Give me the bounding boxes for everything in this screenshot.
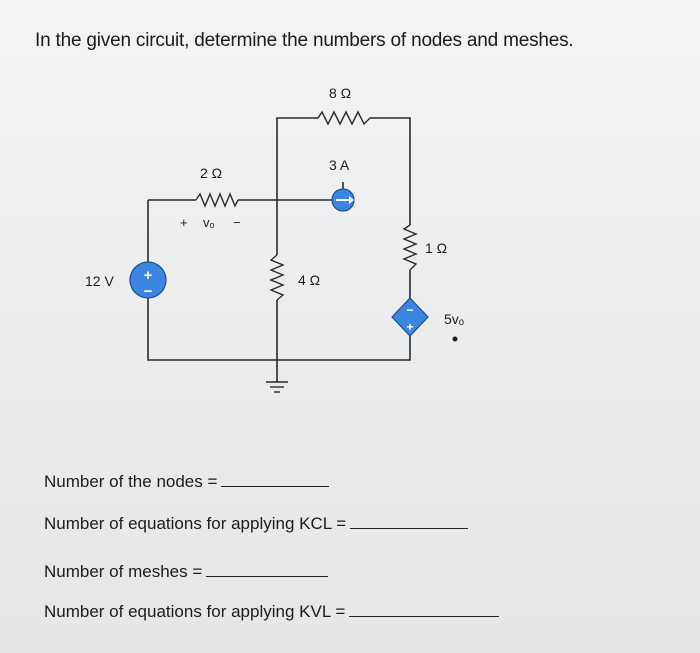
voltage-source-minus: − [143,283,153,300]
answer-kvl-blank[interactable] [349,602,499,617]
answer-kvl-label: Number of equations for applying KVL = [44,602,346,621]
vo-minus: − [233,215,241,230]
dot-mark [453,337,458,342]
voltage-source [130,262,166,300]
answer-nodes-label: Number of the nodes = [44,472,218,491]
r8-label: 8 Ω [329,85,352,101]
resistor-1-ohm [404,225,416,270]
ground-symbol [266,382,288,392]
vo-label: vₒ [203,215,215,230]
r1-label: 1 Ω [425,240,448,256]
current-source-label: 3 A [329,157,350,173]
answer-nodes-blank[interactable] [221,472,329,487]
wires [148,118,410,382]
dependent-source-plus: + [406,320,414,334]
resistor-2-ohm [196,194,238,206]
answer-meshes-blank[interactable] [206,562,328,577]
answer-meshes [44,562,328,582]
resistor-4-ohm [271,255,283,300]
resistor-8-ohm [318,112,370,124]
dependent-source [392,298,428,336]
answer-kvl [44,602,499,622]
r2-label: 2 Ω [200,165,223,181]
current-source [332,189,354,211]
dependent-source-label: 5vₒ [444,311,465,327]
answer-meshes-label: Number of meshes = [44,562,203,581]
dependent-source-minus: − [406,303,414,317]
vo-plus: + [180,215,188,230]
voltage-source-plus: + [143,267,153,284]
question-text: In the given circuit, determine the numbers of nodes and meshes. [35,30,574,51]
answer-kcl-blank[interactable] [350,514,468,529]
answer-kcl [44,514,468,534]
voltage-source-label: 12 V [85,273,114,289]
answer-kcl-label: Number of equations for applying KCL = [44,514,347,533]
r4-label: 4 Ω [298,272,321,288]
answer-nodes [44,472,329,492]
